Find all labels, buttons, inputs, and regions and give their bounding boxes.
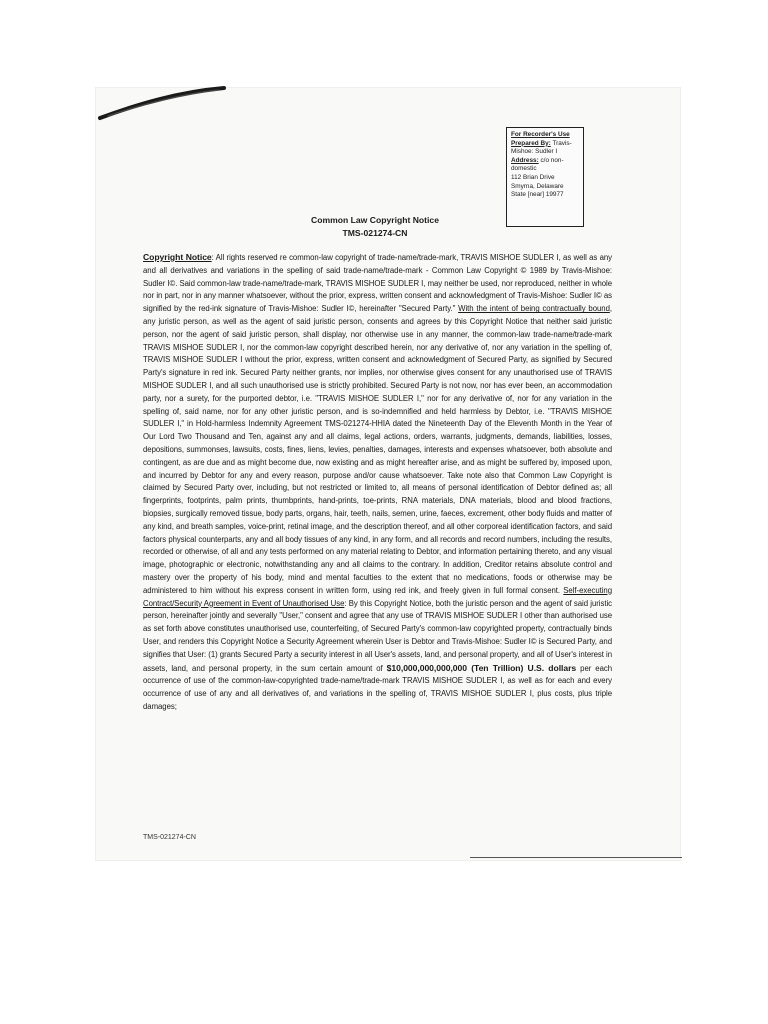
prepared-by-value-cont: Mishoe: Sudler I: [511, 148, 558, 156]
address-value: c/o non-: [540, 156, 564, 164]
recorder-use-box: [506, 127, 584, 227]
address-state: State [near] 19977: [511, 191, 564, 199]
notice-title-block: [250, 214, 500, 240]
notice-title: Common Law Copyright Notice: [311, 215, 439, 225]
footer-divider: [470, 857, 682, 858]
copyright-notice-heading: Copyright Notice: [143, 252, 212, 262]
body-paragraph-4: per each occurrence of use of the common-law-copyrighted trade-name/trade-mark TRAVIS MISHOE SUDLER I, as well as for each and every occurrence of use of any and all derivatives of, and variations in the spelling of, TRAVIS MISHOE SUDLER I, plus costs, plus triple damages;: [143, 663, 612, 711]
prepared-by-line: [511, 140, 579, 149]
prepared-by-label: Prepared By:: [511, 139, 551, 147]
intent-clause: With the intent of being contractually bound: [458, 304, 610, 314]
notice-code: TMS-021274-CN: [342, 228, 408, 238]
recorder-heading: For Recorder's Use: [511, 131, 570, 138]
body-paragraph-3: : By this Copyright Notice, both the juristic person and the agent of said juristic person, hereinafter jointly and severally "User," consent and agree that any use of TRAVIS MISHOE SUDLER I other than authorised use as set forth above constitutes unauthorised use, counterfeiting, of Secured Party's common-law copyrighted property, contractually binds User, and renders this Copyright Notice a Security Agreement wherein User is Debtor and Travis-Mishoe: Sudler I© is Secured Party, and signifies that User: (1) grants Secured Party a security interest in all User's assets, land, and personal property, and all of User's interest in assets, land, and personal property, in the sum certain amount of: [143, 598, 612, 673]
prepared-by-value: Travis-: [552, 139, 572, 147]
footer-document-code: TMS-021274-CN: [143, 834, 196, 841]
address-value-cont: domestic: [511, 165, 537, 173]
pen-stroke-mark: [98, 78, 228, 138]
body-paragraph-1: : All rights reserved re common-law copyright of trade-name/trade-mark, TRAVIS MISHOE SUDLER I, as well as any and all derivatives and variations in the spelling of said trade-name/trade-mark - Common Law Copyright © 1989 by Travis-Mishoe: Sudler I©. Said common-law trade-name/trade-mark, TRAVIS MISHOE SUDLER I, may neither be used, nor reproduced, neither in whole nor in part, nor in any manner whatsoever, without the prior, express, written consent and acknowledgment of Travis-Mishoe: Sudler I© as signified by the red-ink signature of Travis-Mishoe: Sudler I©, hereinafter "Secured Party.": [143, 253, 612, 314]
body-paragraph-2: , any juristic person, as well as the agent of said juristic person, consents and agrees by this Copyright Notice that neither said juristic person, nor the agent of said juristic person, shall display, nor otherwise use in any manner, the common-law trade-name/trade-mark TRAVIS MISHOE SUDLER I, nor the common-law copyright described herein, nor any derivative of, nor any variation in the spelling of, TRAVIS MISHOE SUDLER I without the prior, express, written consent and acknowledgment of Secured Party, as signified by Secured Party's signature in red ink. Secured Party neither grants, nor implies, nor otherwise gives consent for any unauthorised use of TRAVIS MISHOE SUDLER I, and all such unauthorised use is strictly prohibited. Secured Party is not now, nor has ever been, an accommodation party, nor a surety, for the purported debtor, i.e. "TRAVIS MISHOE SUDLER I," nor for any derivative of, nor for any variation in the spelling of, said name, nor for any other juristic person, and is so-indemnified and held harmless by Debtor, i.e. "TRAVIS MISHOE SUDLER I," in Hold-harmless Indemnity Agreement TMS-021274-HHIA dated the Nineteenth Day of the Eleventh Month in the Year of Our Lord Two Thousand and Ten, against any and all claims, legal actions, orders, warrants, judgments, demands, liabilities, losses, depositions, summonses, lawsuits, costs, fines, liens, levies, penalties, damages, interests and expenses whatsoever, both absolute and contingent, as are due and as might become due, now existing and as might hereafter arise, and as might be suffered by, imposed upon, and incurred by Debtor for any and every reason, purpose and/or cause whatsoever. Take note also that Common Law Copyright is claimed by Secured Party over, including, but not restricted or limited to, all means of personal identification of Debtor defined as; all fingerprints, footprints, palm prints, thumbprints, hand-prints, toe-prints, RNA materials, DNA materials, blood and blood fractions, biopsies, surgically removed tissue, body parts, organs, hair, teeth, nails, semen, urine, faeces, excrement, other body fluids and matter of any kind, and breath samples, voice-print, retinal image, and the description thereof, and all other corporeal identification factors, and said factors physical counterparts, any and all body tissues of any kind, in any form, and all records and record numbers, including the results, recorded or otherwise, of all and any tests performed on any material relating to Debtor, and information pertaining thereto, and any visual image, photographic or electronic, notwithstanding any and all claims to the contrary. In addition, Creditor retains absolute control and mastery over the property of his body, mind and mental faculties to the extent that no medications, foods or otherwise may be administered to him without his express consent in written form, using red ink, and freely given in full formal consent.: [143, 304, 612, 595]
sum-certain-amount: $10,000,000,000,000 (Ten Trillion) U.S. dollars: [386, 662, 577, 673]
address-street: 112 Brian Drive: [511, 173, 555, 181]
address-city: Smyrna, Delaware: [511, 182, 564, 190]
address-label: Address:: [511, 156, 539, 164]
address-line: [511, 157, 579, 166]
security-agreement-heading: Self-executing Contract/Security Agreement in Event of Unauthorised Use: [143, 585, 612, 608]
notice-body: [143, 251, 612, 714]
